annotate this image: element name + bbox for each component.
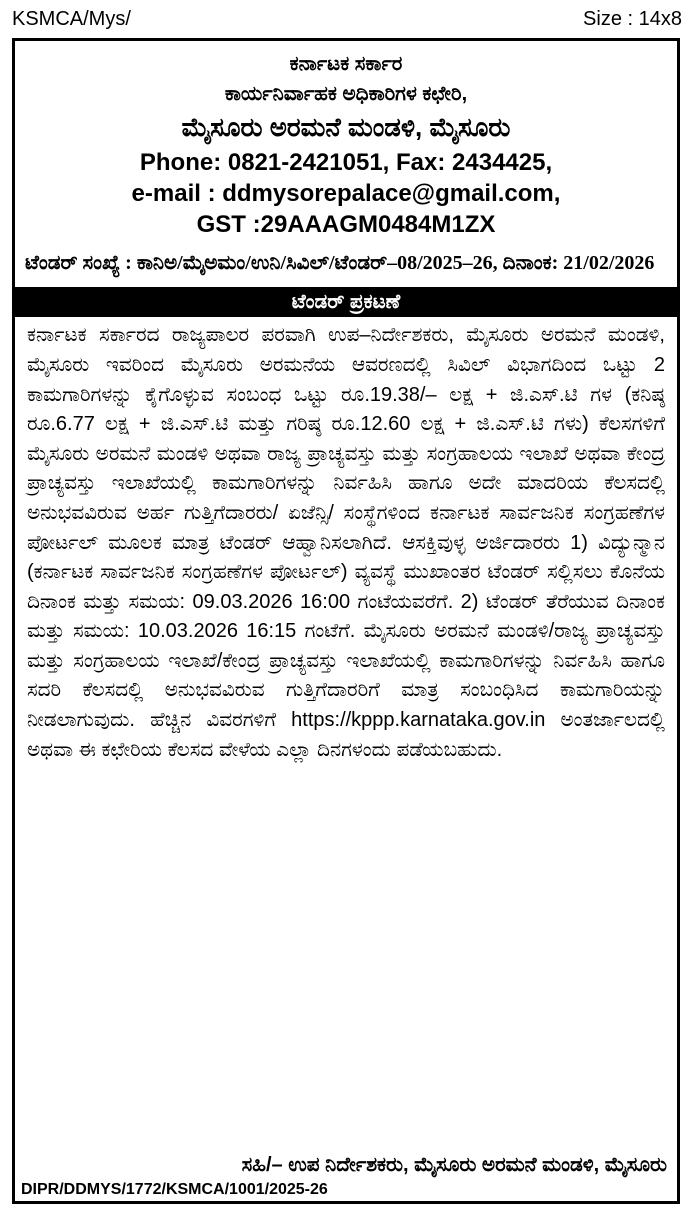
dipr-reference: DIPR/DDMYS/1772/KSMCA/1001/2025-26 (21, 1181, 328, 1198)
gst-number: GST :29AAAGM0484M1ZX (196, 211, 496, 239)
board-name: ಮೈಸೂರು ಅರಮನೆ ಮಂಡಳಿ, ಮೈಸೂರು (181, 112, 511, 142)
phone-fax: Phone: 0821-2421051, Fax: 2434425, (139, 148, 553, 176)
notice-title-banner: ಟೆಂಡರ್ ಪ್ರಕಟಣೆ (15, 287, 677, 317)
tender-number: ಟೆಂಡರ್ ಸಂಖ್ಯೆ : ಕಾನಿಅ/ಮೈಅಮಂ/ಉನಿ/ಸಿವಿಲ್/ಟೆಂಡರ್–08/2025–26, ದಿನಾಂಕ: 21/02/2026 (25, 252, 655, 275)
ad-size: Size : 14x8 (583, 7, 682, 30)
office-name: ಕಾರ್ಯನಿರ್ವಾಹಕ ಅಧಿಕಾರಿಗಳ ಕಛೇರಿ, (224, 83, 468, 105)
ad-code: KSMCA/Mys/ (12, 7, 131, 30)
notice-frame (12, 38, 680, 1204)
signature: ಸಹಿ/– ಉಪ ನಿರ್ದೇಶಕರು, ಮೈಸೂರು ಅರಮನೆ ಮಂಡಳಿ, ಮೈಸೂರು (241, 1154, 667, 1176)
government-name: ಕರ್ನಾಟಕ ಸರ್ಕಾರ (289, 53, 403, 75)
notice-body: ಕರ್ನಾಟಕ ಸರ್ಕಾರದ ರಾಜ್ಯಪಾಲರ ಪರವಾಗಿ ಉಪ–ನಿರ್ದೇಶಕರು, ಮೈಸೂರು ಅರಮನೆ ಮಂಡಳಿ, ಮೈಸೂರು ಇವರಿಂದ ಮೈಸೂರು ಅರಮನೆಯ ಆವರಣದಲ್ಲಿ ಸಿವಿಲ್ ವಿಭಾಗದಿಂದ ಒಟ್ಟು 2 ಕಾಮಗಾರಿಗಳನ್ನು ಕೈಗೊಳ್ಳುವ ಸಂಬಂಧ ಒಟ್ಟು ರೂ.19.38/– ಲಕ್ಷ + ಜಿ.ಎಸ್.ಟಿ ಗಳ (ಕನಿಷ್ಠ ರೂ.6.77 ಲಕ್ಷ + ಜಿ.ಎಸ್.ಟಿ ಮತ್ತು ಗರಿಷ್ಠ ರೂ.12.60 ಲಕ್ಷ + ಜಿ.ಎಸ್.ಟಿ ಗಳು) ಕೆಲಸಗಳಿಗೆ ಮೈಸೂರು ಅರಮನೆ ಮಂಡಳಿ ಅಥವಾ ರಾಜ್ಯ ಪ್ರಾಚ್ಯವಸ್ತು ಮತ್ತು ಸಂಗ್ರಹಾಲಯ ಇಲಾಖೆ ಅಥವಾ ಕೇಂದ್ರ ಪ್ರಾಚ್ಯವಸ್ತು ಇಲಾಖೆಯಲ್ಲಿ ಕಾಮಗಾರಿಗಳನ್ನು ನಿರ್ವಹಿಸಿ ಹಾಗೂ ಅದೇ ಮಾದರಿಯ ಕೆಲಸದಲ್ಲಿ ಅನುಭವವಿರುವ ಅರ್ಹ ಗುತ್ತಿಗೆದಾರರು/ ಏಜೆನ್ಸಿ/ ಸಂಸ್ಥೆಗಳಿಂದ ಕರ್ನಾಟಕ ಸಾರ್ವಜನಿಕ ಸಂಗ್ರಹಣೆಗಳ ಪೋರ್ಟಲ್ ಮೂಲಕ ಮಾತ್ರ ಟೆಂಡರ್ ಆಹ್ವಾನಿಸಲಾಗಿದೆ. ಆಸಕ್ತಿವುಳ್ಳ ಅರ್ಜಿದಾರರು 1) ವಿದ್ಯುನ್ಮಾನ (ಕರ್ನಾಟಕ ಸಾರ್ವಜನಿಕ ಸಂಗ್ರಹಣೆಗಳ ಪೋರ್ಟಲ್) ವ್ಯವಸ್ಥೆ ಮುಖಾಂತರ ಟೆಂಡರ್ ಸಲ್ಲಿಸಲು ಕೊನೆಯ ದಿನಾಂಕ ಮತ್ತು ಸಮಯ: 09.03.2026 16:00 ಗಂಟೆಯವರೆಗೆ. 2) ಟೆಂಡರ್ ತೆರೆಯುವ ದಿನಾಂಕ ಮತ್ತು ಸಮಯ: 10.03.2026 16:15 ಗಂಟೆಗೆ. ಮೈಸೂರು ಅರಮನೆ ಮಂಡಳಿ/ರಾಜ್ಯ ಪ್ರಾಚ್ಯವಸ್ತು ಮತ್ತು ಸಂಗ್ರಹಾಲಯ ಇಲಾಖೆ/ಕೇಂದ್ರ ಪ್ರಾಚ್ಯವಸ್ತು ಇಲಾಖೆಯಲ್ಲಿ ಕಾಮಗಾರಿಗಳನ್ನು ನಿರ್ವಹಿಸಿ ಹಾಗೂ ಸದರಿ ಕೆಲಸದಲ್ಲಿ ಅನುಭವವಿರುವ ಗುತ್ತಿಗೆದಾರರಿಗೆ ಮಾತ್ರ ಸಂಬಂಧಿಸಿದ ಕಾಮಗಾರಿಯನ್ನು ನೀಡಲಾಗುವುದು. ಹೆಚ್ಚಿನ ವಿವರಗಳಿಗೆ https://kppp.karnataka.gov.in ಅಂತರ್ಜಾಲದಲ್ಲಿ ಅಥವಾ ಈ ಕಛೇರಿಯ ಕೆಲಸದ ವೇಳೆಯ ಎಲ್ಲಾ ದಿನಗಳಂದು ಪಡೆಯಬಹುದು. (27, 324, 665, 761)
email: e-mail : ddmysorepalace@gmail.com, (131, 179, 561, 207)
notice-header (15, 41, 677, 240)
top-line (12, 6, 682, 32)
